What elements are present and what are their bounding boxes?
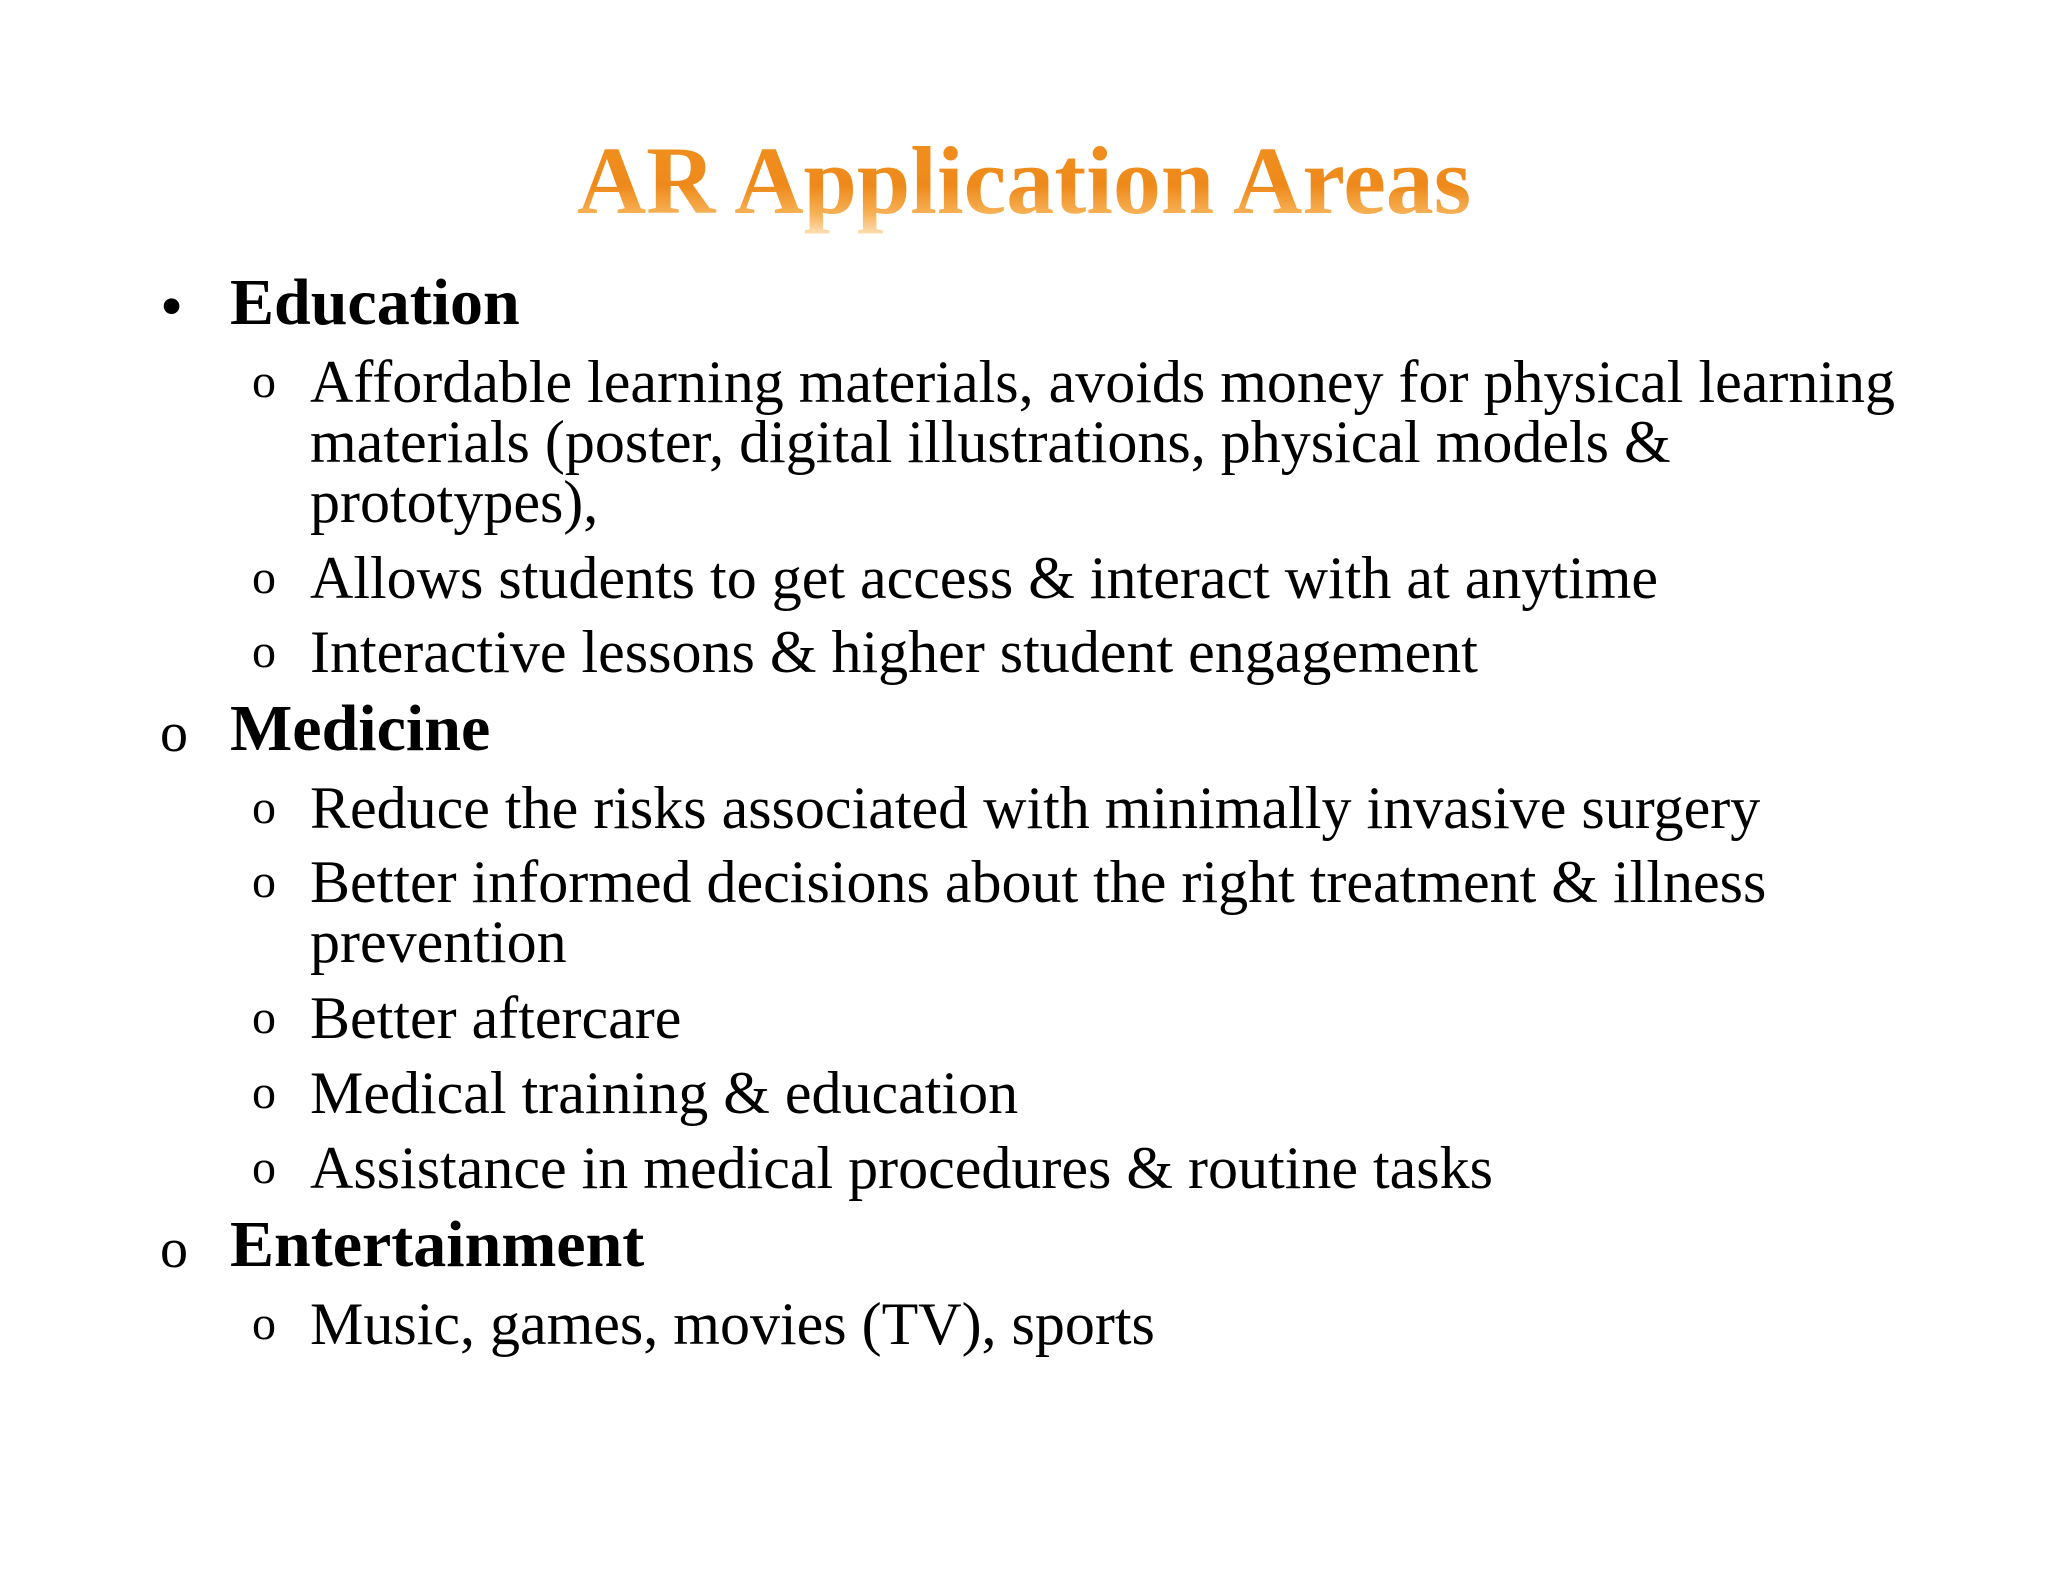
sub-bullet-icon: o [252, 855, 276, 908]
slide-title: AR Application Areas [0, 126, 2048, 236]
item-text: Medical training & education [310, 1060, 1019, 1126]
item-text: Assistance in medical procedures & routine tasks [310, 1135, 1494, 1201]
item-text: Affordable learning materials, avoids money for physical learning materials (poster, digital illustrations, physical models & prototypes), [310, 349, 1896, 535]
item-text: Interactive lessons & higher student engagement [310, 619, 1478, 685]
sub-bullet-icon: o [252, 625, 276, 678]
item-text: Better aftercare [310, 985, 682, 1051]
bullet-dot: • [160, 270, 184, 343]
bullet-ring: o [160, 1218, 188, 1280]
sub-bullet-icon: o [252, 1297, 276, 1350]
section-heading-education: Education [230, 266, 520, 339]
bullet-ring: o [160, 702, 188, 764]
sub-bullet-icon: o [252, 991, 276, 1044]
sub-bullet-icon: o [252, 355, 276, 408]
item-text: Reduce the risks associated with minimally invasive surgery [310, 775, 1761, 841]
section-heading-medicine: Medicine [230, 692, 491, 765]
item-text: Allows students to get access & interact with at anytime [310, 545, 1659, 611]
item-text: Better informed decisions about the right treatment & illness prevention [310, 849, 1767, 975]
sub-bullet-icon: o [252, 551, 276, 604]
sub-bullet-icon: o [252, 1066, 276, 1119]
sub-bullet-icon: o [252, 1141, 276, 1194]
section-heading-entertainment: Entertainment [230, 1208, 645, 1281]
sub-bullet-icon: o [252, 781, 276, 834]
item-text: Music, games, movies (TV), sports [310, 1291, 1155, 1357]
